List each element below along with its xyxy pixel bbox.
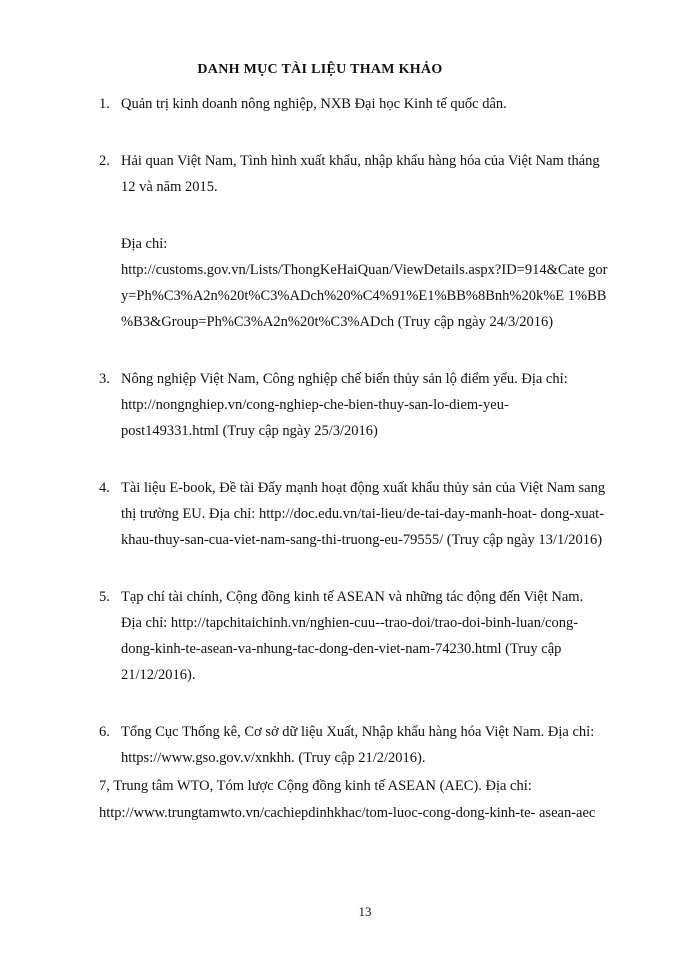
ref-4-line-3: khau-thuy-san-cua-viet-nam-sang-thi-truong-eu-79555/ (Truy cập ngày 13/1/2016) (121, 532, 603, 548)
ref-7-line-1: 7, Trung tâm WTO, Tóm lược Cộng đồng kinh tế ASEAN (AEC). Địa chỉ: (99, 778, 532, 794)
ref-6-number: 6. (99, 724, 110, 740)
ref-1-line-1: Quản trị kinh doanh nông nghiệp, NXB Đại học Kinh tế quốc dân. (121, 96, 507, 112)
ref-2-line-5: y=Ph%C3%A2n%20t%C3%ADch%20%C4%91%E1%BB%8Bnh%20k%E 1%BB (121, 288, 607, 304)
ref-4-line-1: Tài liệu E-book, Đề tài Đẩy mạnh hoạt động xuất khẩu thủy sản của Việt Nam sang (121, 480, 606, 496)
ref-5-line-3: dong-kinh-te-asean-va-nhung-tac-dong-den-viet-nam-74230.html (Truy cập (121, 641, 562, 657)
ref-4-number: 4. (99, 480, 110, 496)
ref-6-line-2: https://www.gso.gov.v/xnkhh. (Truy cập 21/2/2016). (121, 750, 426, 766)
ref-2-line-4: http://customs.gov.vn/Lists/ThongKeHaiQuan/ViewDetails.aspx?ID=914&Cate gor (121, 262, 608, 278)
ref-2-line-2: 12 và năm 2015. (121, 179, 218, 195)
ref-5-line-1: Tạp chí tài chính, Cộng đồng kinh tế ASEAN và những tác động đến Việt Nam. (121, 589, 584, 605)
ref-5-line-4: 21/12/2016). (121, 667, 196, 683)
ref-7-line-2: http://www.trungtamwto.vn/cachiepdinhkhac/tom-luoc-cong-dong-kinh-te- asean-aec (99, 805, 596, 821)
ref-3-number: 3. (99, 371, 110, 387)
ref-2-line-3: Địa chỉ: (121, 236, 168, 252)
ref-5-line-2: Địa chỉ: http://tapchitaichinh.vn/nghien-cuu--trao-doi/trao-doi-binh-luan/cong- (121, 615, 579, 631)
ref-3-line-3: post149331.html (Truy cập ngày 25/3/2016) (121, 423, 378, 439)
ref-4-line-2: thị trường EU. Địa chỉ: http://doc.edu.vn/tai-lieu/de-tai-day-manh-hoat- dong-xuat- (121, 506, 605, 522)
ref-3-line-2: http://nongnghiep.vn/cong-nghiep-che-bien-thuy-san-lo-diem-yeu- (121, 397, 509, 413)
ref-5-number: 5. (99, 589, 110, 605)
ref-1-number: 1. (99, 96, 110, 112)
ref-6-line-1: Tổng Cục Thống kê, Cơ sở dữ liệu Xuất, Nhập khẩu hàng hóa Việt Nam. Địa chỉ: (121, 724, 595, 740)
ref-3-line-1: Nông nghiệp Việt Nam, Công nghiệp chế biến thủy sản lộ điểm yếu. Địa chỉ: (121, 371, 568, 387)
ref-2-number: 2. (99, 153, 110, 169)
page-title: DANH MỤC TÀI LIỆU THAM KHẢO (197, 62, 443, 77)
ref-2-line-6: %B3&Group=Ph%C3%A2n%20t%C3%ADch (Truy cập ngày 24/3/2016) (121, 314, 554, 330)
page-number: 13 (358, 904, 372, 919)
ref-2-line-1: Hải quan Việt Nam, Tình hình xuất khẩu, nhập khẩu hàng hóa của Việt Nam tháng (121, 153, 600, 169)
